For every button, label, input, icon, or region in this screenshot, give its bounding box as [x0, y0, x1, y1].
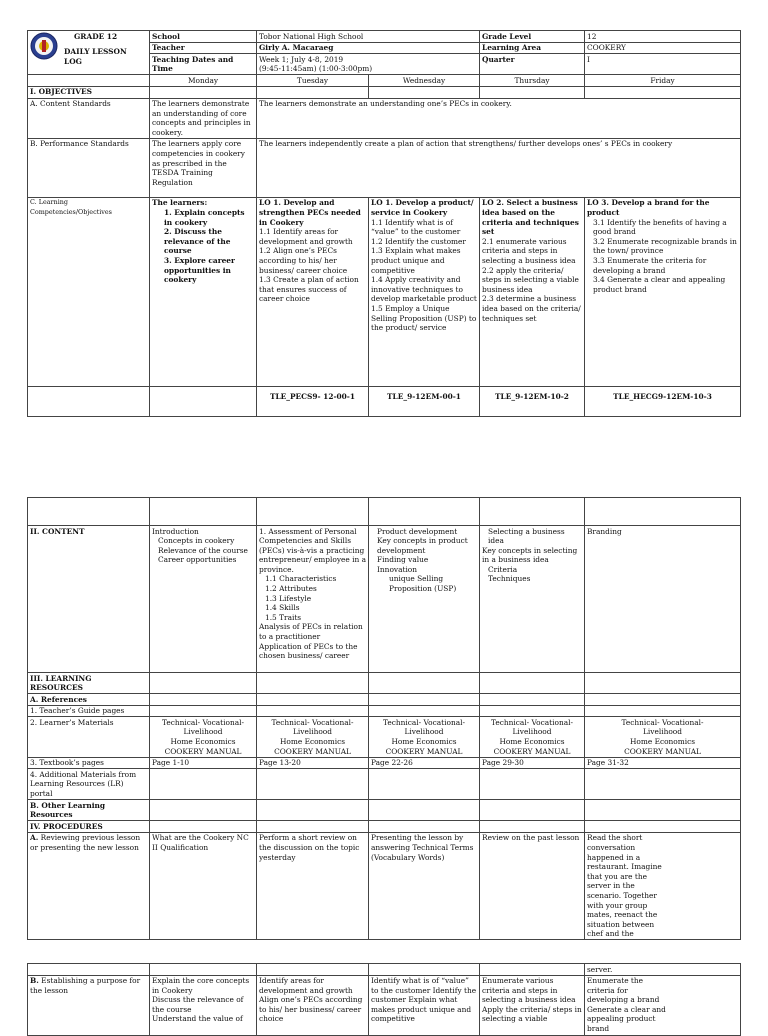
competency-code-friday: TLE_HECG9-12EM-10-3: [613, 391, 712, 401]
lesson-log-table-objectives: [27, 30, 741, 417]
list-item: 3.3 Enumerate the criteria for developing a brand: [593, 256, 707, 275]
competency-code-tuesday: TLE_PECS9- 12-00-1: [269, 391, 356, 401]
teaching-dates-label: Teaching Dates and Time: [150, 54, 257, 75]
list-item: 2.2 apply the criteria/ steps in selecting a viable business idea: [482, 265, 579, 294]
competencies-tuesday: LO 1. Develop and strengthen PECs needed in Cookery 1.1 Identify areas for development and growth 1.2 Align one’s PECs according to his/ her business/ career choice 1.3 Create a plan of action that ensures success of career choice TLE_PECS9- 12-00-1: [257, 197, 369, 386]
procedure-b-tuesday: Identify areas for development and growth Align one’s PECs according to his/ her business/ career choice: [257, 975, 369, 1035]
day-tuesday: Tuesday: [257, 75, 369, 87]
lesson-log-table-procedures-b: [27, 963, 741, 1036]
lesson-log-table-content: [27, 497, 741, 940]
learners-materials-label: 2. Learner’s Materials: [28, 717, 150, 757]
quarter-label: Quarter: [480, 54, 585, 75]
procedure-a-thursday: Review on the past lesson: [480, 832, 585, 940]
day-wednesday: Wednesday: [369, 75, 480, 87]
day-friday: Friday: [585, 75, 741, 87]
learners-materials-thursday: Technical- Vocational- Livelihood Home Economics COOKERY MANUAL: [480, 717, 585, 757]
list-item: 1.4 Apply creativity and innovative techniques to develop marketable product: [371, 275, 477, 304]
textbook-pages-thursday: Page 29-30: [480, 757, 585, 769]
procedure-b-monday: Explain the core concepts in Cookery Discuss the relevance of the course Understand the value of: [150, 975, 257, 1035]
content-thursday: Selecting a business idea Key concepts in selecting in a business idea Criteria Techniques: [480, 526, 585, 673]
textbook-pages-monday: Page 1-10: [150, 757, 257, 769]
textbook-pages-friday: Page 31-32: [585, 757, 741, 769]
content-wednesday: Product development Key concepts in product development Finding value Innovation unique Selling Proposition (USP): [369, 526, 480, 673]
procedure-a-wednesday: Presenting the lesson by answering Technical Terms (Vocabulary Words): [369, 832, 480, 940]
day-monday: Monday: [150, 75, 257, 87]
teachers-guide-label: 1. Teacher’s Guide pages: [28, 705, 150, 717]
competency-code-thursday: TLE_9-12EM-10-2: [495, 391, 569, 401]
list-item: 3.1 Identify the benefits of having a good brand: [593, 217, 727, 237]
content-standards-label: A. Content Standards: [28, 98, 150, 138]
list-item: 3. Explore career opportunities in cookery: [164, 256, 235, 285]
learning-resources-heading: III. LEARNING RESOURCES: [28, 673, 150, 694]
list-item: 3.2 Enumerate recognizable brands in the town/ province: [593, 236, 737, 256]
list-item: 1.3 Explain what makes product unique and competitive: [371, 246, 461, 275]
list-item: 1.1 Identify what is of “value” to the customer: [371, 217, 461, 237]
content-standards-monday: The learners demonstrate an understanding of core concepts and principles in cookery.: [150, 98, 257, 138]
list-item: 1. Explain concepts in cookery: [164, 208, 245, 227]
other-resources-heading: B. Other Learning Resources: [28, 800, 150, 821]
competency-code-wednesday: TLE_9-12EM-00-1: [387, 391, 461, 401]
learners-materials-wednesday: Technical- Vocational- Livelihood Home Economics COOKERY MANUAL: [369, 717, 480, 757]
list-item: 3.4 Generate a clear and appealing product brand: [593, 275, 726, 294]
performance-standards-label: B. Performance Standards: [28, 138, 150, 197]
performance-standards-monday: The learners apply core competencies in cookery as prescribed in the TESDA Training Regulation: [150, 138, 257, 197]
learners-materials-monday: Technical- Vocational- Livelihood Home Economics COOKERY MANUAL: [150, 717, 257, 757]
content-monday: Introduction Concepts in cookery Relevance of the course Career opportunities: [150, 526, 257, 673]
procedure-a-tuesday: Perform a short review on the discussion on the topic yesterday: [257, 832, 369, 940]
textbook-pages-label: 3. Textbook’s pages: [28, 757, 150, 769]
quarter-value: I: [585, 54, 741, 75]
list-item: 1.2 Align one’s PECs according to his/ her business/ career choice: [259, 246, 348, 275]
list-item: 1.2 Identify the customer: [371, 236, 466, 246]
list-item: 1.5 Employ a Unique Selling Proposition (USP) to the product/ service: [371, 303, 477, 333]
teacher-label: Teacher: [150, 42, 257, 54]
school-label: School: [150, 31, 257, 43]
list-item: 2.3 determine a business idea based on the criteria/ techniques set: [482, 294, 581, 323]
references-heading: A. References: [28, 694, 150, 706]
competencies-friday: LO 3. Develop a brand for the product 3.1 Identify the benefits of having a good brand 3.2 Enumerate recognizable brands in the town/ province 3.3 Enumerate the criteria for developing a brand 3.4 Generate a clear and appealing product brand TLE_HECG9-12EM-10-3: [585, 197, 741, 386]
additional-materials-label: 4. Additional Materials from Learning Resources (LR) portal: [28, 769, 150, 800]
school-value: Tobor National High School: [257, 31, 480, 43]
textbook-pages-tuesday: Page 13-20: [257, 757, 369, 769]
procedure-b-thursday: Enumerate various criteria and steps in selecting a business idea Apply the criteria/ steps in selecting a viable: [480, 975, 585, 1035]
content-heading: II. CONTENT: [28, 526, 150, 673]
content-standards-rest: The learners demonstrate an understanding one’s PECs in cookery.: [257, 98, 741, 138]
learning-area-value: COOKERY: [585, 42, 741, 54]
textbook-pages-wednesday: Page 22-26: [369, 757, 480, 769]
list-item: 1.3 Create a plan of action that ensures success of career choice: [259, 275, 359, 304]
procedure-b-wednesday: Identify what is of “value” to the customer Identify the customer Explain what makes product unique and competitive: [369, 975, 480, 1035]
list-item: 1.1 Identify areas for development and growth: [259, 227, 353, 246]
grade-title: GRADE 12: [74, 31, 118, 41]
learners-materials-tuesday: Technical- Vocational- Livelihood Home Economics COOKERY MANUAL: [257, 717, 369, 757]
procedure-a-label: A. Reviewing previous lesson or presenting the new lesson: [28, 832, 150, 940]
competencies-wednesday: LO 1. Develop a product/ service in Cookery 1.1 Identify what is of “value” to the customer 1.2 Identify the customer 1.3 Explain what makes product unique and competitive 1.4 Apply creativity and innovative techniques to develop marketable product 1.5 Employ a Unique Selling Proposition (USP) to the product/ service TLE_9-12EM-00-1: [369, 197, 480, 386]
procedure-a-friday-continued: server.: [585, 964, 741, 976]
procedure-a-friday: Read the short conversation happened in a restaurant. Imagine that you are the server in the scenario. Together with your group mates, reenact the situation between chef and the: [585, 832, 741, 940]
competencies-thursday: LO 2. Select a business idea based on the criteria and techniques set 2.1 enumerate various criteria and steps in selecting a business idea 2.2 apply the criteria/ steps in selecting a viable business idea 2.3 determine a business idea based on the criteria/ techniques set TLE_9-12EM-10-2: [480, 197, 585, 386]
procedure-b-friday: Enumerate the criteria for developing a brand Generate a clear and appealing product brand: [585, 975, 741, 1035]
day-thursday: Thursday: [480, 75, 585, 87]
day-header-blank: [28, 75, 150, 87]
learning-competencies-label: C. Learning Competencies/Objectives: [28, 197, 150, 386]
performance-standards-rest: The learners independently create a plan of action that strengthens/ further develops ones’ s PECs in cookery: [257, 138, 741, 197]
content-tuesday: 1. Assessment of Personal Competencies and Skills (PECs) vis-à-vis a practicing entrepreneur/ employee in a province. 1.1 Characteristics 1.2 Attributes 1.3 Lifestyle 1.4 Skills 1.5 Traits Analysis of PECs in relation to a practitioner Application of PECs to the chosen business/ career: [257, 526, 369, 673]
grade-level-label: Grade Level: [480, 31, 585, 43]
procedure-a-monday: What are the Cookery NC II Qualification: [150, 832, 257, 940]
learning-area-label: Learning Area: [480, 42, 585, 54]
deped-seal-icon: [30, 32, 58, 60]
content-friday: Branding: [585, 526, 741, 673]
header-logo-cell: [28, 31, 150, 75]
procedures-heading: IV. PROCEDURES: [28, 821, 150, 833]
learners-materials-friday: Technical- Vocational- Livelihood Home Economics COOKERY MANUAL: [585, 717, 741, 757]
objectives-heading: I. OBJECTIVES: [28, 86, 150, 98]
list-item: 2. Discuss the relevance of the course: [164, 227, 231, 256]
competencies-monday: The learners: 1. Explain concepts in cookery 2. Discuss the relevance of the course 3. Explore career opportunities in cookery: [150, 197, 257, 386]
grade-level-value: 12: [585, 31, 741, 43]
list-item: 2.1 enumerate various criteria and steps in selecting a business idea: [482, 236, 576, 265]
daily-lesson-log-title: DAILY LESSON LOG: [64, 47, 127, 66]
teaching-dates-value: Week 1; July 4-8, 2019 (9:45-11:45am) (1:00-3:00pm): [257, 54, 480, 75]
teacher-value: Girly A. Macaraeg: [257, 42, 480, 54]
procedure-b-label: B. Establishing a purpose for the lesson: [28, 975, 150, 1035]
